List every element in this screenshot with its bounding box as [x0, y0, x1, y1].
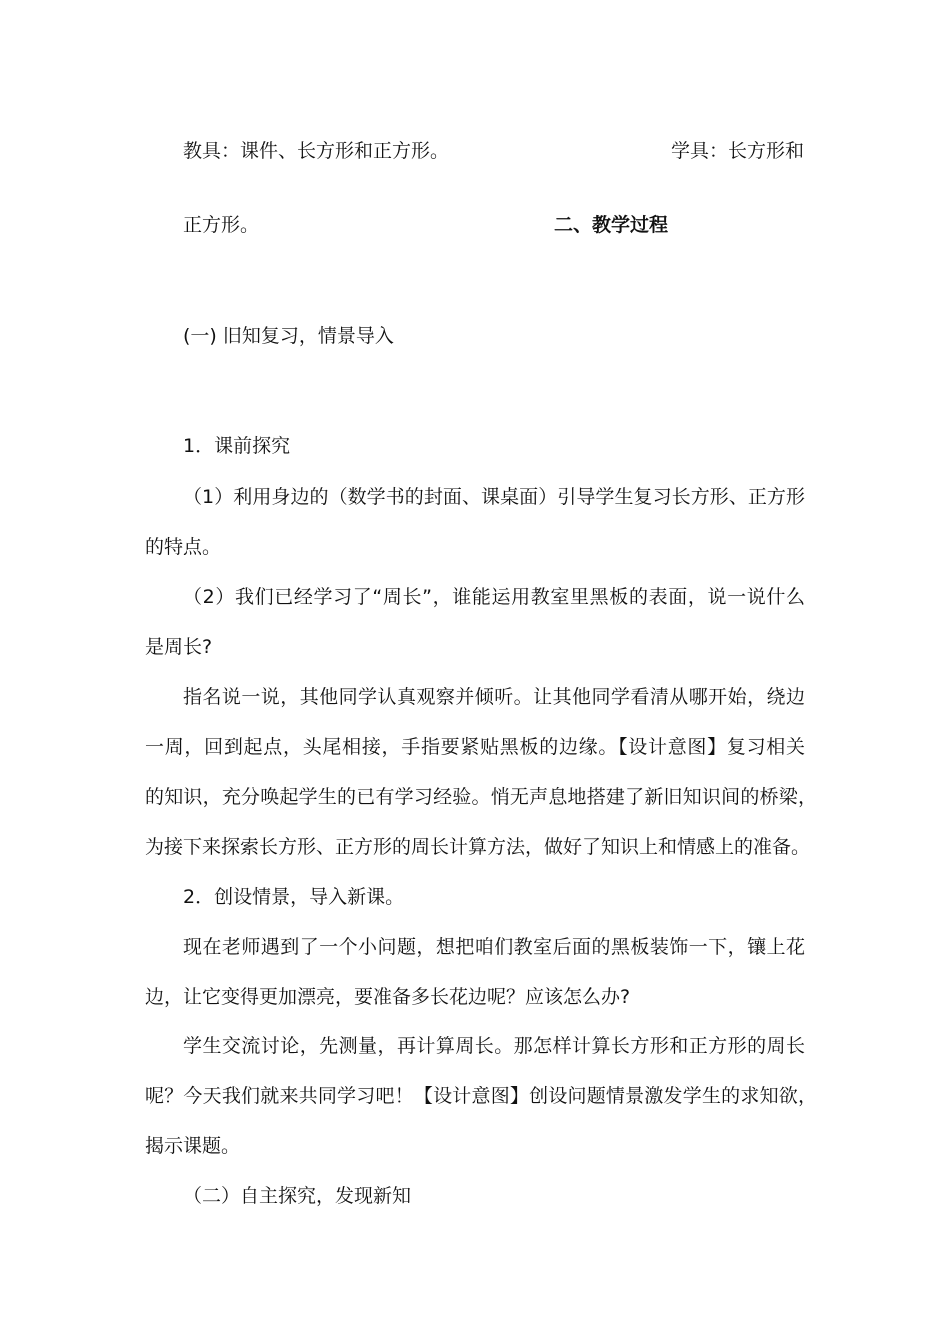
- paragraph-1-line-2: 的特点。: [145, 536, 222, 558]
- paragraph-3-line-3: 的知识，充分唤起学生的已有学习经验。悄无声息地搭建了新旧知识间的桥梁，: [145, 786, 817, 808]
- paragraph-3-line-2: 一周，回到起点，头尾相接，手指要紧贴黑板的边缘。【设计意图】复习相关: [145, 736, 805, 758]
- paragraph-5-line-3: 揭示课题。: [145, 1135, 241, 1157]
- paragraph-2-line-1: （2）我们已经学习了“周长”，谁能运用教室里黑板的表面，说一说什么: [183, 586, 805, 608]
- materials-student-cont: 正方形。: [183, 214, 260, 236]
- item-heading-2: 2．创设情景，导入新课。: [183, 886, 405, 908]
- paragraph-1-line-1: （1）利用身边的（数学书的封面、课桌面）引导学生复习长方形、正方形: [183, 486, 805, 508]
- item-heading-1: 1．课前探究: [183, 435, 291, 457]
- paragraph-2-line-2: 是周长?: [145, 636, 213, 658]
- paragraph-3-line-4: 为接下来探索长方形、正方形的周长计算方法，做好了知识上和情感上的准备。: [145, 836, 811, 858]
- materials-student: 学具：长方形和: [671, 140, 805, 162]
- section-heading: 二、教学过程: [554, 214, 669, 236]
- paragraph-4-line-1: 现在老师遇到了一个小问题，想把咱们教室后面的黑板装饰一下，镶上花: [183, 936, 805, 958]
- paragraph-5-line-1: 学生交流讨论，先测量，再计算周长。那怎样计算长方形和正方形的周长: [183, 1035, 805, 1057]
- paragraph-3-line-1: 指名说一说，其他同学认真观察并倾听。让其他同学看清从哪开始，绕边: [183, 686, 805, 708]
- subsection-heading-1: (一) 旧知复习，情景导入: [183, 325, 394, 347]
- materials-teacher: 教具：课件、长方形和正方形。: [183, 140, 450, 162]
- subsection-heading-2: （二）自主探究，发现新知: [183, 1185, 412, 1207]
- paragraph-4-line-2: 边，让它变得更加漂亮，要准备多长花边呢？应该怎么办?: [145, 986, 631, 1008]
- paragraph-5-line-2: 呢？今天我们就来共同学习吧！【设计意图】创设问题情景激发学生的求知欲，: [145, 1085, 817, 1107]
